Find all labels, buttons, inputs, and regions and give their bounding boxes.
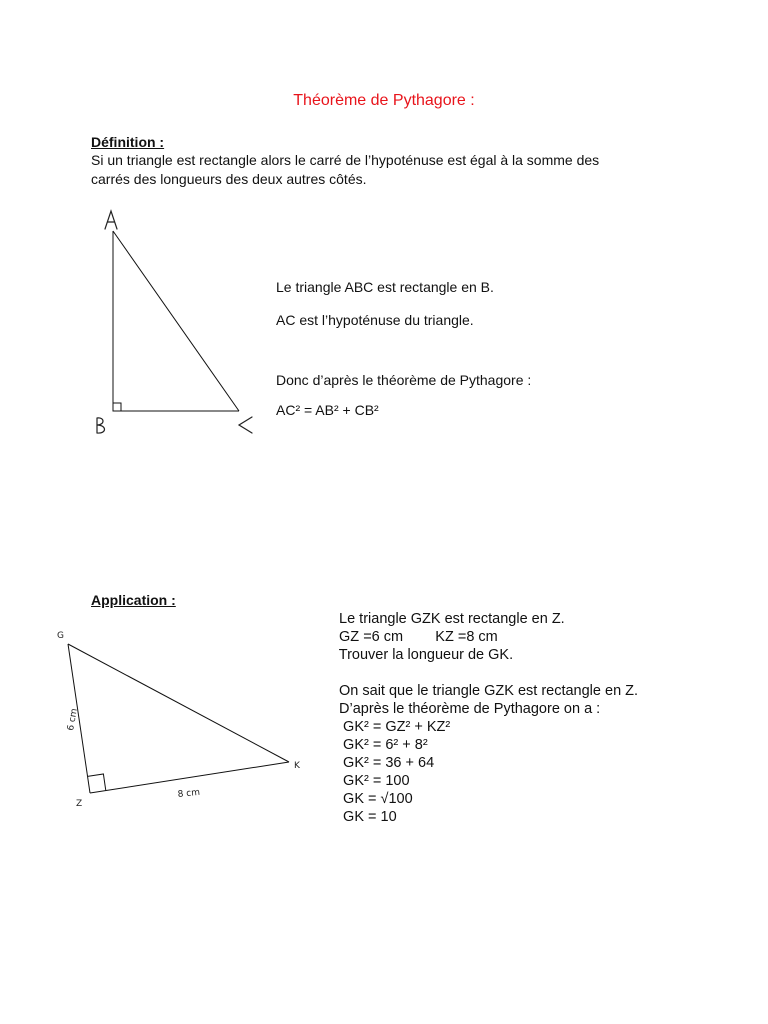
label-zk-length: 8 cm [177,787,201,800]
hypotenuse-gk [68,644,289,762]
app-line-2: GZ =6 cm KZ =8 cm [335,629,498,645]
label-k: K [294,761,300,771]
statement-formula: AC² = AB² + CB² [276,402,379,418]
app-line-7: GK² = GZ² + KZ² [335,719,451,735]
app-line-5: On sait que le triangle GZK est rectangle en Z. [335,683,639,699]
application-heading: Application : [91,592,176,608]
statement-right-angle: Le triangle ABC est rectangle en B. [276,279,494,295]
statement-hypotenuse: AC est l’hypoténuse du triangle. [276,312,474,328]
label-gz-length: 6 cm [66,707,80,732]
app-line-8: GK² = 6² + 8² [335,737,428,753]
definition-line-2: carrés des longueurs des deux autres côtés. [91,171,367,187]
app-line-9: GK² = 36 + 64 [335,755,435,771]
page-title: Théorème de Pythagore : [293,92,475,109]
app-line-3: Trouver la longueur de GK. [335,647,514,663]
app-line-12: GK = 10 [335,809,397,825]
definition-line-1: Si un triangle est rectangle alors le carré de l’hypoténuse est égal à la somme des [91,152,600,168]
app-line-10: GK² = 100 [335,773,410,789]
right-angle-marker-z [88,774,106,791]
label-z: Z [76,799,83,809]
statement-therefore: Donc d’après le théorème de Pythagore : [276,372,532,388]
app-line-1: Le triangle GZK est rectangle en Z. [335,611,565,627]
definition-heading: Définition : [91,134,165,150]
label-g: G [57,631,64,641]
app-line-6: D’après le théorème de Pythagore on a : [335,701,601,717]
app-line-11: GK = √100 [335,791,413,807]
